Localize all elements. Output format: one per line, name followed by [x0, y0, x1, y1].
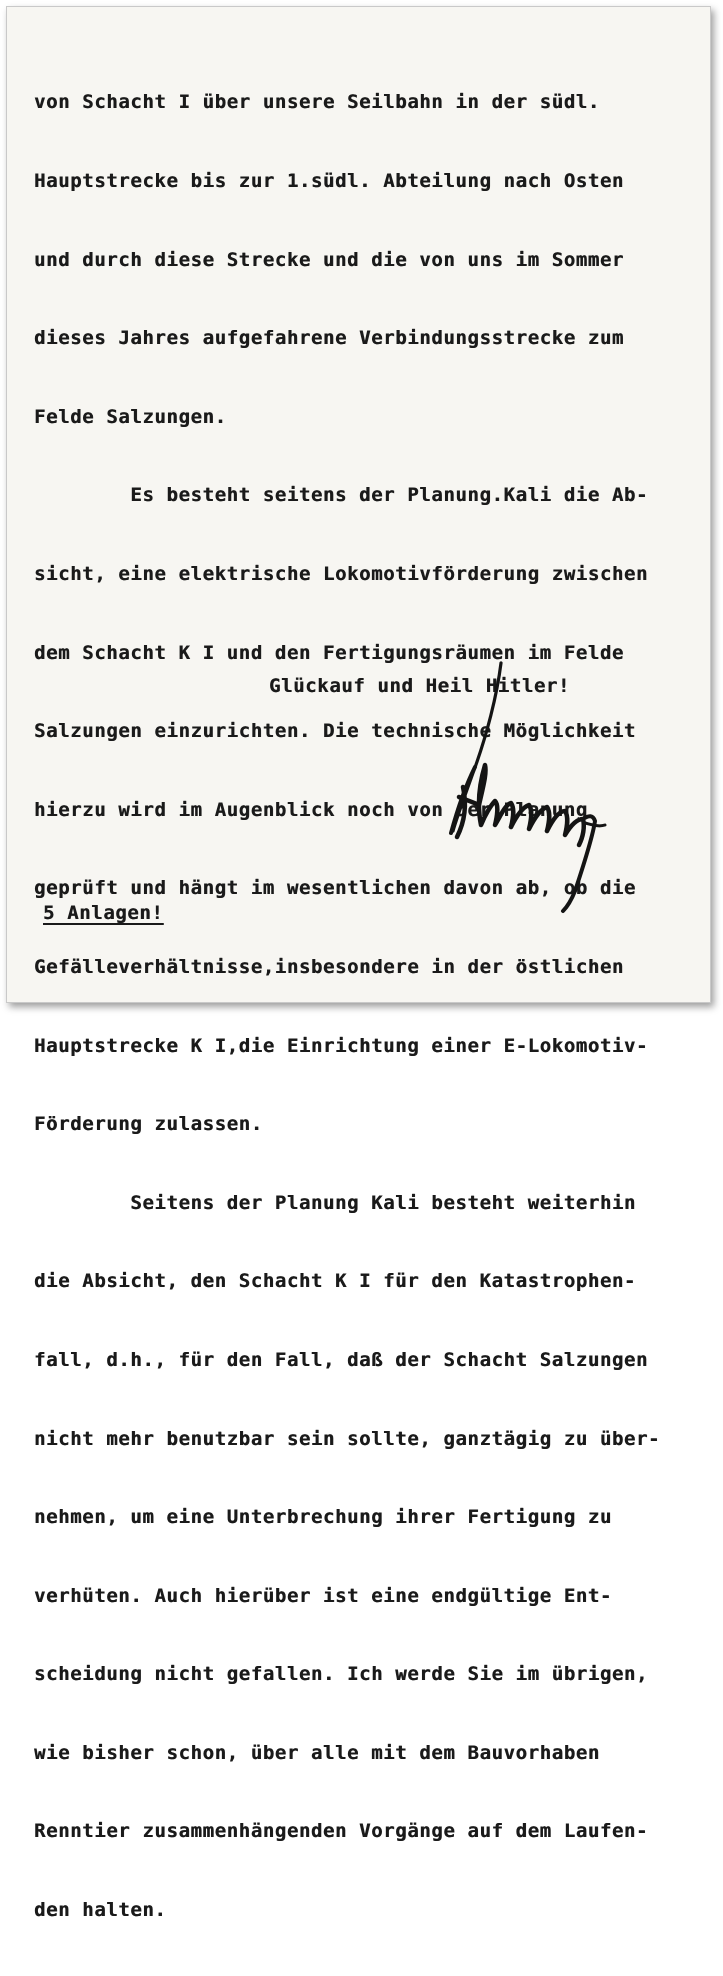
body-line: Förderung zulassen.	[34, 1113, 263, 1136]
closing-salutation: Glückauf und Heil Hitler!	[269, 675, 570, 697]
body-line: fall, d.h., für den Fall, daß der Schacht Salzungen	[34, 1348, 648, 1371]
body-line: von Schacht I über unsere Seilbahn in der südl.	[34, 91, 600, 114]
letter-body	[34, 37, 709, 1976]
body-line: verhüten. Auch hierüber ist eine endgültige Ent-	[34, 1584, 612, 1607]
enclosures-note: 5 Anlagen!	[43, 902, 164, 924]
body-line: hierzu wird im Augenblick noch von der Planung	[34, 798, 588, 821]
body-line: den halten.	[34, 1899, 167, 1922]
body-line: nicht mehr benutzbar sein sollte, ganztägig zu über-	[34, 1427, 661, 1450]
body-line: Hauptstrecke bis zur 1.südl. Abteilung nach Osten	[34, 170, 624, 192]
body-line: Seitens der Planung Kali besteht weiterhin	[34, 1191, 636, 1214]
body-line: nehmen, um eine Unterbrechung ihrer Fertigung zu	[34, 1506, 612, 1529]
body-line: Es besteht seitens der Planung.Kali die Ab-	[34, 484, 648, 507]
body-line: Gefälleverhältnisse,insbesondere in der östlichen	[34, 955, 624, 978]
body-line: dieses Jahres aufgefahrene Verbindungsstrecke zum	[34, 327, 624, 350]
body-line: sicht, eine elektrische Lokomotivförderung zwischen	[34, 562, 648, 585]
handwritten-signature	[435, 655, 635, 915]
body-line: scheidung nicht gefallen. Ich werde Sie im übrigen,	[34, 1663, 648, 1686]
body-line: geprüft und hängt im wesentlichen davon ab, ob die	[34, 877, 636, 900]
body-line: Hauptstrecke K I,die Einrichtung einer E-Lokomotiv-	[34, 1034, 648, 1057]
letter-page	[6, 6, 711, 1922]
body-line: Felde Salzungen.	[34, 405, 227, 428]
body-line: Salzungen einzurichten. Die technische Möglichkeit	[34, 720, 636, 743]
body-line: die Absicht, den Schacht K I für den Katastrophen-	[34, 1270, 636, 1293]
body-line: und durch diese Strecke und die von uns im Sommer	[34, 248, 624, 271]
body-line: dem Schacht K I und den Fertigungsräumen im Felde	[34, 641, 624, 664]
body-line: wie bisher schon, über alle mit dem Bauvorhaben	[34, 1741, 600, 1764]
body-line: Renntier zusammenhängenden Vorgänge auf dem Laufen-	[34, 1820, 648, 1843]
